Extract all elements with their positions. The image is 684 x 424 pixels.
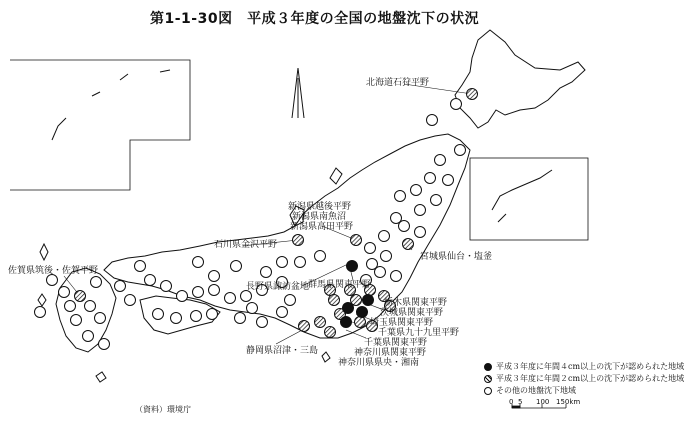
subsidence-marker-other — [191, 311, 202, 322]
label-ishikawa: 石川県金沢平野 — [214, 240, 278, 250]
subsidence-marker-heavy — [347, 261, 358, 272]
label-hokkaido: 北海道石狩平野 — [366, 78, 430, 88]
subsidence-marker-other — [395, 191, 406, 202]
label-niigata-takada: 新潟県高田平野 — [290, 222, 354, 232]
label-ibaraki: 茨城県関東平野 — [380, 308, 444, 318]
subsidence-marker-other — [235, 313, 246, 324]
subsidence-marker-other — [85, 301, 96, 312]
legend-heavy-text: 平成３年度に年間４cm以上の沈下が認められた地域 — [496, 362, 684, 371]
subsidence-marker-other — [135, 261, 146, 272]
legend-heavy-symbol — [484, 363, 492, 371]
subsidence-marker-heavy — [341, 317, 352, 328]
scale-tick-2: 100 — [536, 398, 550, 406]
subsidence-marker-other — [241, 291, 252, 302]
subsidence-marker-other — [431, 195, 442, 206]
subsidence-marker-other — [379, 231, 390, 242]
subsidence-marker-other — [285, 295, 296, 306]
subsidence-marker-other — [193, 257, 204, 268]
legend-mid — [484, 374, 684, 384]
label-niigata-echigo: 新潟県越後平野 — [288, 202, 352, 212]
legend-mid-text: 平成３年度に年間２cm以上の沈下が認められた地域 — [496, 374, 684, 383]
subsidence-marker-mid — [299, 321, 310, 332]
label-shizuoka: 静岡県沼津・三島 — [246, 346, 319, 356]
subsidence-marker-other — [451, 99, 462, 110]
subsidence-marker-other — [399, 221, 410, 232]
subsidence-marker-other — [177, 291, 188, 302]
ogasawara-islands — [492, 170, 552, 222]
ryukyu-inset — [10, 60, 190, 190]
ogasawara-inset — [470, 158, 588, 240]
subsidence-marker-other — [95, 313, 106, 324]
subsidence-marker-other — [209, 285, 220, 296]
subsidence-marker-mid — [293, 235, 304, 246]
subsidence-marker-other — [145, 275, 156, 286]
legend-other-symbol — [484, 387, 492, 395]
map-title: 第1-1-30図 平成３年度の全国の地盤沈下の状況 — [150, 11, 480, 27]
subsidence-marker-other — [115, 281, 126, 292]
subsidence-marker-other — [427, 115, 438, 126]
subsidence-marker-other — [277, 257, 288, 268]
subsidence-marker-heavy — [343, 303, 354, 314]
subsidence-marker-other — [83, 331, 94, 342]
subsidence-marker-other — [443, 175, 454, 186]
subsidence-marker-other — [455, 145, 466, 156]
subsidence-marker-other — [381, 251, 392, 262]
subsidence-marker-other — [295, 257, 306, 268]
subsidence-marker-other — [209, 271, 220, 282]
label-chiba-kujukuri: 千葉県九十九里平野 — [378, 328, 460, 338]
source-note: （資料）環境庁 — [135, 405, 191, 414]
subsidence-marker-other — [231, 261, 242, 272]
subsidence-marker-other — [257, 317, 268, 328]
legend-other-text: その他の地盤沈下地域 — [496, 386, 576, 395]
subsidence-marker-other — [391, 271, 402, 282]
scale-tick-1: 5 — [518, 398, 523, 406]
subsidence-marker-other — [277, 307, 288, 318]
sado-outline — [330, 168, 342, 184]
subsidence-marker-heavy — [363, 295, 374, 306]
subsidence-marker-mid — [315, 317, 326, 328]
subsidence-marker-other — [415, 205, 426, 216]
label-kanagawa-shonan: 神奈川県県央・湘南 — [338, 358, 420, 368]
subsidence-marker-other — [47, 275, 58, 286]
subsidence-marker-other — [411, 185, 422, 196]
label-miyagi: 宮城県仙台・塩釜 — [420, 252, 493, 262]
legend-other — [484, 386, 576, 396]
subsidence-marker-other — [193, 287, 204, 298]
subsidence-marker-mid — [351, 235, 362, 246]
subsidence-marker-other — [225, 293, 236, 304]
subsidence-marker-other — [207, 309, 218, 320]
scale-tick-3: 150km — [556, 398, 581, 406]
subsidence-marker-other — [365, 243, 376, 254]
legend-heavy — [484, 362, 684, 372]
tsushima-outline — [40, 244, 48, 260]
legend-mid-symbol — [484, 375, 492, 383]
subsidence-marker-other — [125, 295, 136, 306]
label-kanagawa-kanto: 神奈川県関東平野 — [354, 348, 427, 358]
subsidence-marker-mid — [325, 327, 336, 338]
subsidence-marker-other — [171, 313, 182, 324]
subsidence-marker-other — [59, 287, 70, 298]
subsidence-marker-other — [315, 251, 326, 262]
subsidence-marker-other — [153, 309, 164, 320]
izu-outline — [322, 352, 330, 362]
subsidence-marker-mid — [355, 317, 366, 328]
subsidence-marker-mid — [467, 89, 478, 100]
subsidence-marker-other — [425, 173, 436, 184]
subsidence-marker-other — [65, 301, 76, 312]
label-nagano: 長野県諏訪盆地 — [246, 282, 310, 292]
subsidence-marker-mid — [75, 291, 86, 302]
label-tochigi: 栃木県関東平野 — [384, 298, 448, 308]
label-saitama-kanto: 埼玉県関東平野 — [370, 318, 434, 328]
subsidence-marker-other — [35, 307, 46, 318]
label-chiba-kanto: 千葉県関東平野 — [364, 338, 428, 348]
north-arrow — [292, 68, 304, 118]
label-niigata-minamiuonuma: 新潟県南魚沼 — [292, 212, 347, 222]
label-saga: 佐賀県筑後・佐賀平野 — [8, 266, 99, 276]
scale-tick-0: 0 — [509, 398, 514, 406]
subsidence-marker-other — [415, 227, 426, 238]
ryukyu-islands — [52, 70, 170, 140]
subsidence-marker-other — [375, 267, 386, 278]
subsidence-marker-other — [435, 155, 446, 166]
yakushima-outline — [96, 372, 106, 382]
subsidence-marker-other — [161, 281, 172, 292]
subsidence-marker-mid — [403, 239, 414, 250]
hokkaido-outline — [455, 30, 585, 128]
subsidence-marker-other — [261, 267, 272, 278]
subsidence-marker-other — [71, 315, 82, 326]
label-gunma: 群馬県関東平野 — [308, 280, 372, 290]
subsidence-marker-other — [247, 303, 258, 314]
subsidence-marker-other — [99, 339, 110, 350]
subsidence-marker-mid — [329, 295, 340, 306]
subsidence-marker-heavy — [357, 307, 368, 318]
goto-outline — [38, 294, 46, 306]
subsidence-marker-other — [91, 277, 102, 288]
